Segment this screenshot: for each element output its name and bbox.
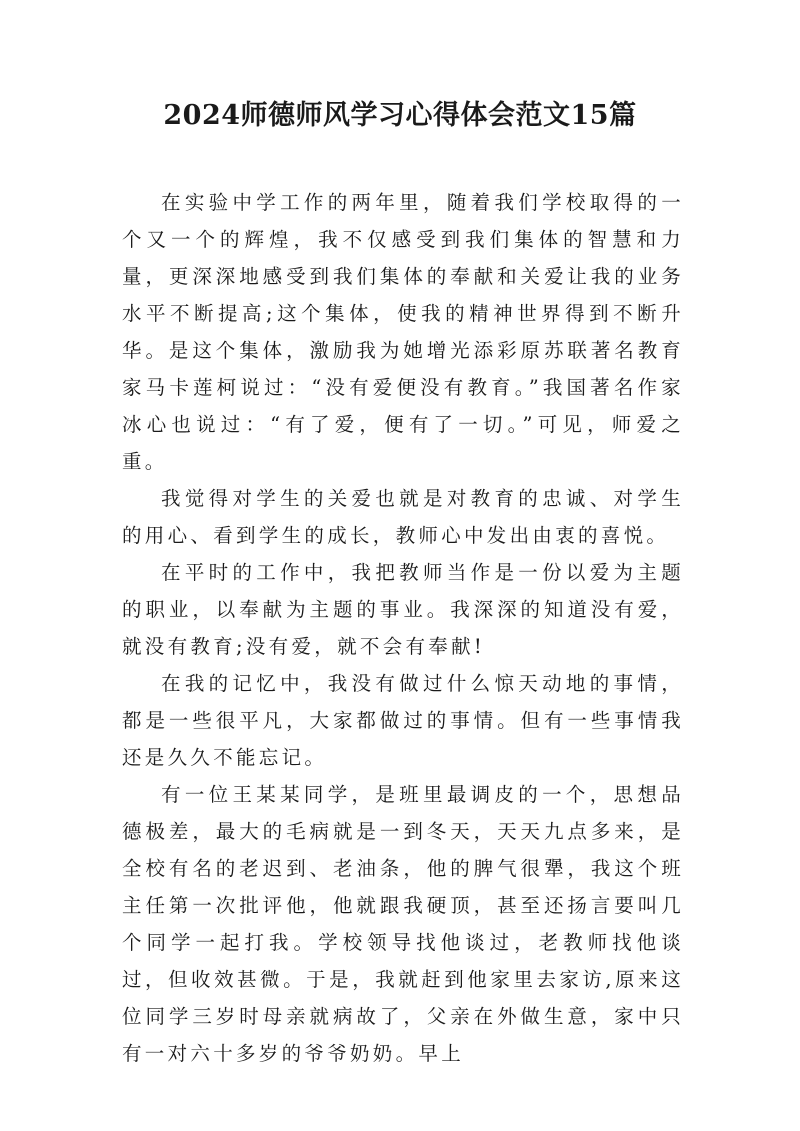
document-title: 2024师德师风学习心得体会范文15篇 (163, 100, 637, 131)
paragraph: 在实验中学工作的两年里，随着我们学校取得的一个又一个的辉煌，我不仅感受到我们集体的智慧和力量，更深深地感受到我们集体的奉献和关爱让我的业务水平不断提高;这个集体，使我的精神世界得到不断升华。是这个集体，激励我为她增光添彩原苏联著名教育家马卡莲柯说过：“没有爱便没有教育。”我国著名作家冰心也说过：“有了爱，便有了一切。”可见，师爱之重。 (122, 191, 684, 473)
paragraph: 我觉得对学生的关爱也就是对教育的忠诚、对学生的用心、看到学生的成长，教师心中发出由衷的喜悦。 (122, 487, 684, 547)
document-body (122, 184, 684, 1072)
paragraph: 在平时的工作中，我把教师当作是一份以爱为主题的职业，以奉献为主题的事业。我深深的知道没有爱，就没有教育;没有爱，就不会有奉献! (122, 561, 684, 658)
paragraph: 在我的记忆中，我没有做过什么惊天动地的事情，都是一些很平凡，大家都做过的事情。但有一些事情我还是久久不能忘记。 (122, 672, 684, 769)
paragraph: 有一位王某某同学，是班里最调皮的一个，思想品德极差，最大的毛病就是一到冬天，天天九点多来，是全校有名的老迟到、老油条，他的脾气很犟，我这个班主任第一次批评他，他就跟我硬顶，甚至还扬言要叫几个同学一起打我。学校领导找他谈过，老教师找他谈过，但收效甚微。于是，我就赶到他家里去家访,原来这位同学三岁时母亲就病故了，父亲在外做生意，家中只有一对六十多岁的爷爷奶奶。早上 (122, 783, 684, 1065)
